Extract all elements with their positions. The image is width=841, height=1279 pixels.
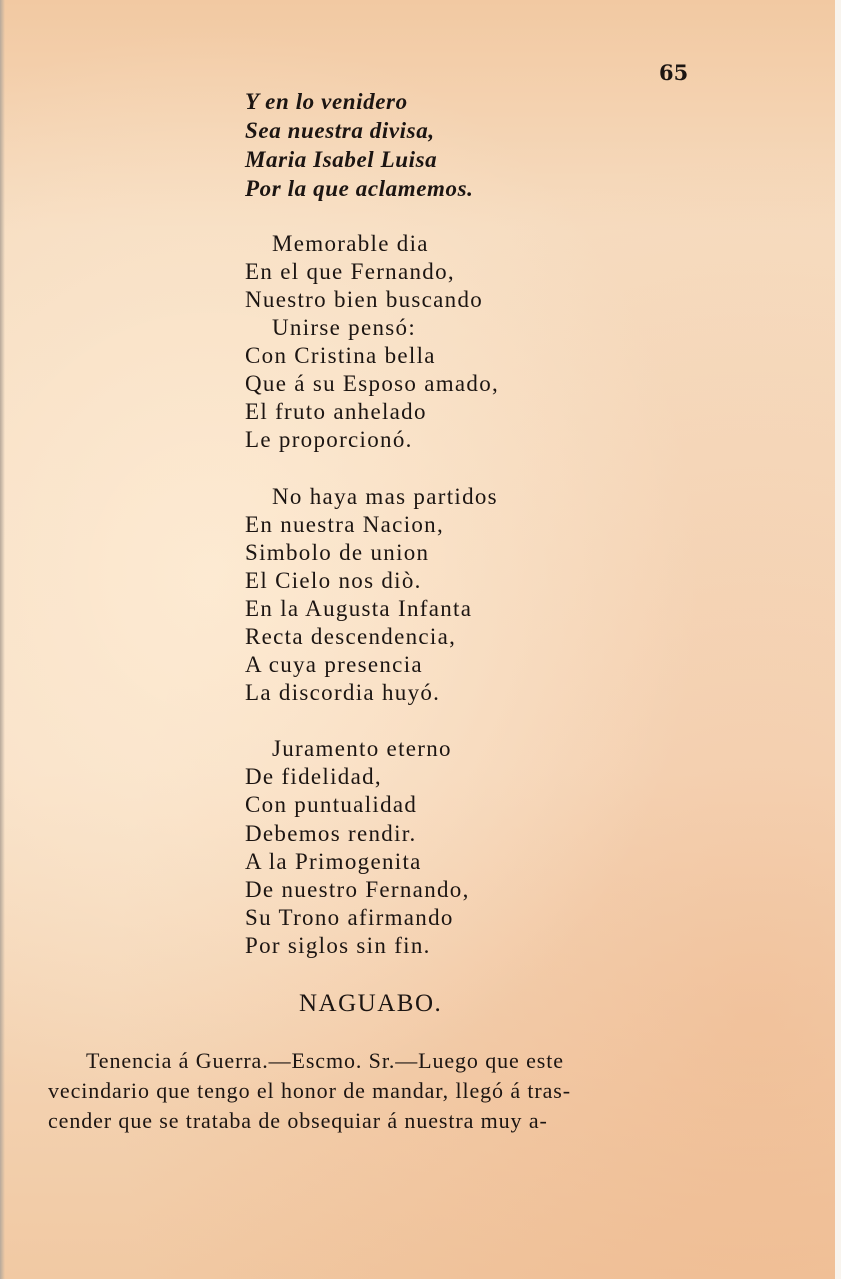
verse-line: De fidelidad,: [245, 764, 382, 789]
verse-line: Unirse pensó:: [272, 315, 417, 340]
verse-line: Y en lo venidero: [245, 89, 408, 114]
verse-line: Le proporcionó.: [245, 427, 413, 452]
verse-line: El fruto anhelado: [245, 399, 427, 424]
verse-line: Juramento eterno: [272, 736, 452, 761]
verse-line: Con Cristina bella: [245, 343, 436, 368]
verse-line: Maria Isabel Luisa: [245, 147, 438, 172]
verse-line: En el que Fernando,: [245, 259, 455, 284]
verse-line: No haya mas partidos: [272, 484, 498, 509]
verse-line: El Cielo nos diò.: [245, 568, 422, 593]
verse-line: La discordia huyó.: [245, 680, 441, 705]
verse-line: De nuestro Fernando,: [245, 877, 470, 902]
verse-line: Memorable dia: [272, 231, 429, 256]
verse-line: Con puntualidad: [245, 792, 418, 817]
verse-line: En la Augusta Infanta: [245, 596, 473, 621]
verse-line: Debemos rendir.: [245, 821, 417, 846]
verse-line: A cuya presencia: [245, 652, 423, 677]
prose-line: cender que se trataba de obsequiar á nuestra muy a-: [48, 1108, 548, 1133]
verse-line: Por la que aclamemos.: [245, 176, 474, 201]
page-left-shadow: [0, 0, 5, 1279]
page-right-edge: [835, 0, 841, 1279]
verse-line: Que á su Esposo amado,: [245, 371, 500, 396]
verse-line: Nuestro bien buscando: [245, 287, 484, 312]
prose-line: Tenencia á Guerra.—Escmo. Sr.—Luego que este: [86, 1048, 564, 1073]
prose-line: vecindario que tengo el honor de mandar, llegó á tras-: [48, 1078, 571, 1103]
verse-line: En nuestra Nacion,: [245, 512, 445, 537]
verse-line: Recta descendencia,: [245, 624, 457, 649]
verse-line: Sea nuestra divisa,: [245, 118, 435, 143]
verse-line: Simbolo de union: [245, 540, 430, 565]
verse-line: Por siglos sin fin.: [245, 933, 431, 958]
verse-line: A la Primogenita: [245, 849, 422, 874]
section-heading: NAGUABO.: [299, 990, 443, 1017]
verse-line: Su Trono afirmando: [245, 905, 454, 930]
page-number: 65: [659, 60, 689, 85]
